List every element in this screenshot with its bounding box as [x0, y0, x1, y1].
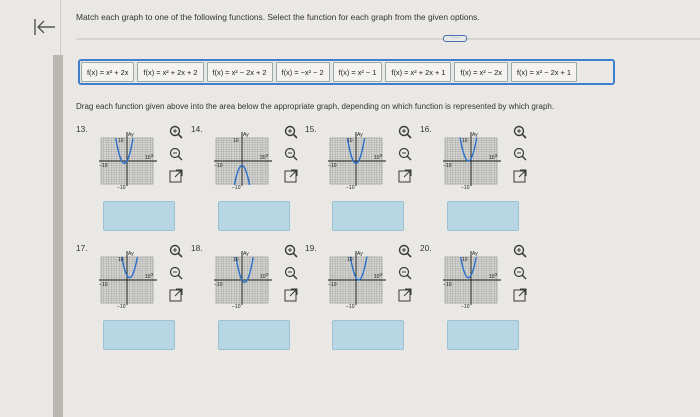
- function-graph: [441, 249, 501, 309]
- x-tick-min: −10: [99, 282, 108, 288]
- y-tick-min: −10: [117, 304, 126, 309]
- back-arrow-icon[interactable]: [34, 18, 56, 36]
- x-tick-min: −10: [328, 282, 337, 288]
- function-graph: [326, 249, 386, 309]
- options-bank: [81, 62, 577, 82]
- zoom-out-icon[interactable]: [283, 265, 299, 281]
- x-tick-min: −10: [443, 282, 452, 288]
- answer-drop-zone[interactable]: [103, 320, 175, 350]
- y-tick-max: 10: [118, 138, 124, 144]
- answer-drop-zone[interactable]: [332, 201, 404, 231]
- x-axis-label: x: [151, 153, 154, 159]
- expand-icon[interactable]: [397, 287, 413, 303]
- zoom-out-icon[interactable]: [512, 146, 528, 162]
- answer-drop-zone[interactable]: [218, 201, 290, 231]
- x-axis-label: x: [380, 153, 383, 159]
- function-graph: [326, 130, 386, 190]
- graph-number: 17.: [76, 243, 88, 253]
- zoom-out-icon[interactable]: [512, 265, 528, 281]
- more-button[interactable]: ·····: [443, 35, 467, 42]
- expand-icon[interactable]: [283, 168, 299, 184]
- x-tick-max: 10: [260, 274, 266, 280]
- x-tick-min: −10: [328, 163, 337, 169]
- y-tick-min: −10: [461, 185, 470, 190]
- x-axis-label: x: [495, 153, 498, 159]
- x-tick-max: 10: [145, 155, 151, 161]
- y-tick-max: 10: [462, 138, 468, 144]
- graph-number: 14.: [191, 124, 203, 134]
- y-tick-min: −10: [232, 304, 241, 309]
- zoom-in-icon[interactable]: [168, 124, 184, 140]
- function-graph: [212, 249, 272, 309]
- x-tick-min: −10: [214, 163, 223, 169]
- answer-drop-zone[interactable]: [447, 320, 519, 350]
- function-option[interactable]: f(x) = x² + 2x + 2: [137, 62, 203, 82]
- y-tick-max: 10: [347, 138, 353, 144]
- function-option[interactable]: f(x) = x² − 2x: [454, 62, 507, 82]
- x-tick-max: 10: [489, 155, 495, 161]
- y-tick-min: −10: [232, 185, 241, 190]
- x-tick-max: 10: [145, 274, 151, 280]
- y-tick-max: 10: [462, 257, 468, 263]
- zoom-in-icon[interactable]: [397, 124, 413, 140]
- function-graph: [97, 249, 157, 309]
- section-divider: [76, 38, 700, 40]
- x-axis-label: x: [266, 272, 269, 278]
- y-axis-label: Ay: [243, 251, 249, 257]
- instructions-text: Match each graph to one of the following functions. Select the function for each graph from the given options.: [76, 12, 480, 22]
- y-tick-max: 10: [347, 257, 353, 263]
- answer-drop-zone[interactable]: [332, 320, 404, 350]
- y-tick-max: 10: [233, 257, 239, 263]
- answer-drop-zone[interactable]: [103, 201, 175, 231]
- x-tick-max: 10: [489, 274, 495, 280]
- answer-drop-zone[interactable]: [447, 201, 519, 231]
- x-axis-label: x: [266, 153, 269, 159]
- zoom-in-icon[interactable]: [512, 124, 528, 140]
- y-tick-min: −10: [346, 185, 355, 190]
- zoom-in-icon[interactable]: [397, 243, 413, 259]
- expand-icon[interactable]: [512, 287, 528, 303]
- x-tick-max: 10: [374, 274, 380, 280]
- y-tick-max: 10: [118, 257, 124, 263]
- expand-icon[interactable]: [168, 287, 184, 303]
- y-tick-min: −10: [346, 304, 355, 309]
- y-tick-min: −10: [117, 185, 126, 190]
- function-option[interactable]: f(x) = x² + 2x + 1: [385, 62, 451, 82]
- graph-number: 20.: [420, 243, 432, 253]
- x-tick-min: −10: [443, 163, 452, 169]
- y-axis-label: Ay: [128, 132, 134, 138]
- function-graph: [212, 130, 272, 190]
- x-tick-max: 20: [260, 155, 266, 161]
- expand-icon[interactable]: [168, 168, 184, 184]
- zoom-out-icon[interactable]: [168, 265, 184, 281]
- zoom-in-icon[interactable]: [283, 124, 299, 140]
- zoom-out-icon[interactable]: [168, 146, 184, 162]
- expand-icon[interactable]: [283, 287, 299, 303]
- graph-number: 15.: [305, 124, 317, 134]
- function-option[interactable]: f(x) = x² − 2x + 2: [207, 62, 273, 82]
- y-axis-label: Ay: [472, 132, 478, 138]
- graph-number: 18.: [191, 243, 203, 253]
- graph-number: 13.: [76, 124, 88, 134]
- zoom-in-icon[interactable]: [283, 243, 299, 259]
- y-axis-label: Ay: [357, 132, 363, 138]
- function-option[interactable]: f(x) = x² − 2x + 1: [511, 62, 577, 82]
- function-graph: [97, 130, 157, 190]
- function-graph: [441, 130, 501, 190]
- zoom-in-icon[interactable]: [512, 243, 528, 259]
- zoom-in-icon[interactable]: [168, 243, 184, 259]
- scrollbar[interactable]: [53, 55, 63, 417]
- x-tick-min: −10: [99, 163, 108, 169]
- y-tick-max: 10: [233, 138, 239, 144]
- expand-icon[interactable]: [512, 168, 528, 184]
- y-tick-min: −10: [461, 304, 470, 309]
- zoom-out-icon[interactable]: [397, 146, 413, 162]
- expand-icon[interactable]: [397, 168, 413, 184]
- zoom-out-icon[interactable]: [283, 146, 299, 162]
- graph-number: 16.: [420, 124, 432, 134]
- y-axis-label: Ay: [128, 251, 134, 257]
- graph-number: 19.: [305, 243, 317, 253]
- x-tick-max: 10: [374, 155, 380, 161]
- function-option[interactable]: f(x) = x² + 2x: [81, 62, 134, 82]
- function-option[interactable]: f(x) = x² − 1: [333, 62, 383, 82]
- y-axis-label: Ay: [357, 251, 363, 257]
- zoom-out-icon[interactable]: [397, 265, 413, 281]
- x-axis-label: x: [380, 272, 383, 278]
- x-tick-min: −10: [214, 282, 223, 288]
- drag-instructions: Drag each function given above into the area below the appropriate graph, depending on which function is represented by which graph.: [76, 102, 555, 111]
- answer-drop-zone[interactable]: [218, 320, 290, 350]
- x-axis-label: x: [495, 272, 498, 278]
- y-axis-label: Ay: [472, 251, 478, 257]
- function-option[interactable]: f(x) = −x² − 2: [276, 62, 330, 82]
- x-axis-label: x: [151, 272, 154, 278]
- y-axis-label: Ay: [243, 132, 249, 138]
